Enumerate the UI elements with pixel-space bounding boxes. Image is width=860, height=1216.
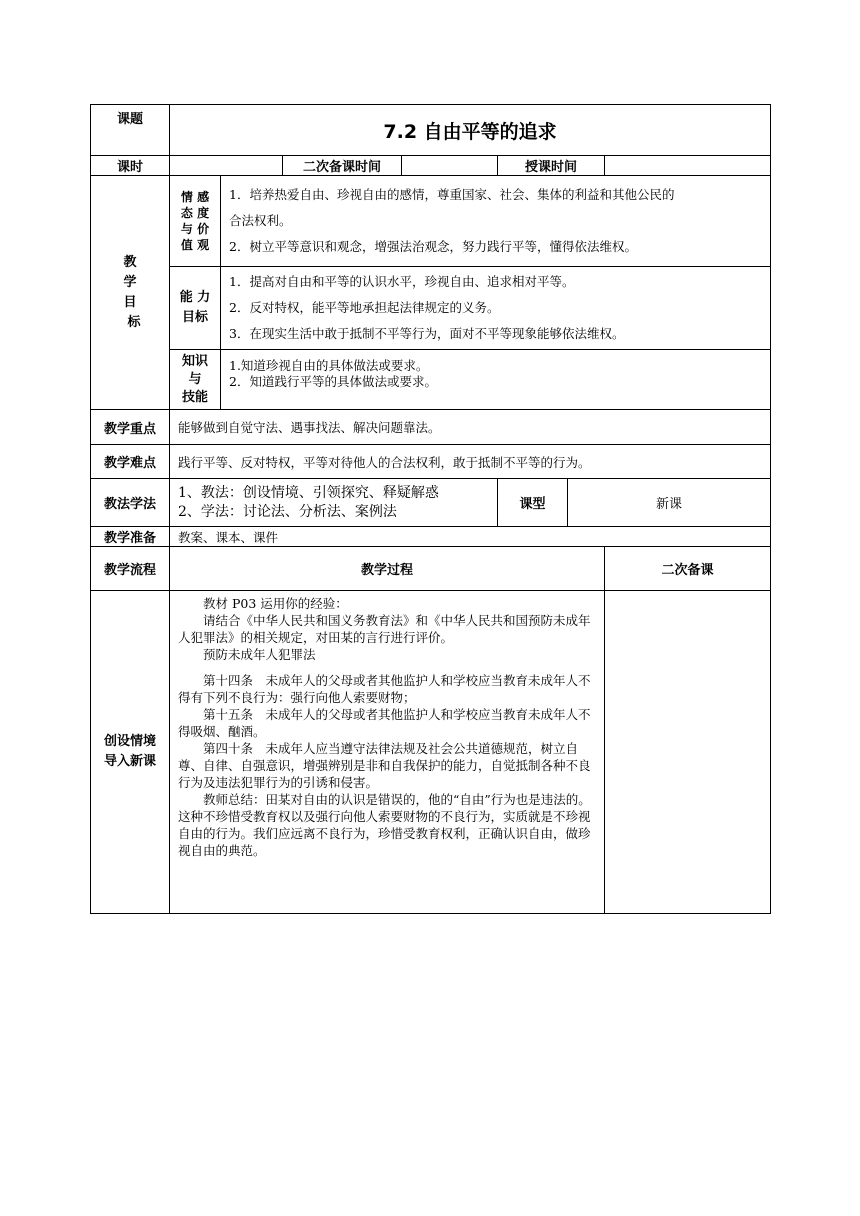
process-body xyxy=(178,595,596,859)
ability-label: 能 力 目标 xyxy=(170,267,221,350)
ability-line: 1．提高对自由和平等的认识水平，珍视自由、追求相对平等。 xyxy=(229,274,575,289)
process-paragraph: 第四十条 未成年人应当遵守法律法规及社会公共道德规范，树立自尊、自律、自强意识，增强辨别是非和自我保护的能力，自觉抵制各种不良行为及违法犯罪行为的引诱和侵害。 xyxy=(178,741,591,790)
process-paragraph: 第十五条 未成年人的父母或者其他监护人和学校应当教育未成年人不得吸烟、酗酒。 xyxy=(178,707,591,739)
ability-line: 3．在现实生活中敢于抵制不平等行为，面对不平等现象能够依法维权。 xyxy=(229,326,625,341)
knowledge-label: 知识 与 技能 xyxy=(170,350,221,410)
knowledge-line: 2．知道践行平等的具体做法或要求。 xyxy=(229,374,437,389)
emotion-label: 情 感 态 度 与 价 值 观 xyxy=(170,176,221,267)
methods-content xyxy=(170,479,498,527)
difficulty-label: 教学难点 xyxy=(91,445,170,479)
process-paragraph: 教材 P03 运用你的经验： xyxy=(203,596,348,611)
second-prep-time-label: 二次备课时间 xyxy=(283,156,402,176)
process-paragraph: 第十四条 未成年人的父母或者其他监护人和学校应当教育未成年人不得有下列不良行为：强行向他人索要财物； xyxy=(178,673,591,705)
objectives-label-char: 标 xyxy=(127,314,141,330)
paragraph-gap xyxy=(178,663,596,672)
stage-label: 创设情境 导入新课 xyxy=(91,591,170,914)
process-label: 教学过程 xyxy=(170,547,605,591)
emotion-line: 2．树立平等意识和观念，增强法治观念，努力践行平等，懂得依法维权。 xyxy=(229,239,637,254)
second-prep-notes xyxy=(605,591,771,914)
process-paragraph: 请结合《中华人民共和国义务教育法》和《中华人民共和国预防未成年人犯罪法》的相关规定，对田某的言行进行评价。 xyxy=(178,613,591,645)
emotion-content xyxy=(221,176,771,267)
process-paragraph: 教师总结：田某对自由的认识是错误的，他的“自由”行为也是违法的。这种不珍惜受教育权以及强行向他人索要财物的不良行为，实质就是不珍视自由的行为。我们应远离不良行为，珍惜受教育权利，正确认识自由，做珍视自由的典范。 xyxy=(178,792,591,858)
lesson-title: 7.2 自由平等的追求 xyxy=(170,105,771,156)
process-paragraph: 预防未成年人犯罪法 xyxy=(203,647,316,662)
objectives-label-char: 教 xyxy=(123,254,137,270)
lesson-type-label: 课型 xyxy=(498,479,568,527)
preparation-text: 教案、课本、课件 xyxy=(170,527,771,547)
ability-line: 2．反对特权，能平等地承担起法律规定的义务。 xyxy=(229,300,500,315)
subject-label: 课题 xyxy=(91,105,170,156)
objectives-label-text xyxy=(91,253,169,333)
methods-line: 1、教法：创设情境、引领探究、释疑解惑 xyxy=(178,484,439,501)
objectives-label xyxy=(91,176,170,410)
methods-line: 2、学法：讨论法、分析法、案例法 xyxy=(178,503,397,520)
emotion-line: 合法权利。 xyxy=(229,213,292,228)
objectives-label-char: 目 xyxy=(123,294,137,310)
knowledge-line: 1.知道珍视自由的具体做法或要求。 xyxy=(229,358,429,373)
period-value xyxy=(170,156,283,176)
teach-time-value xyxy=(605,156,771,176)
process-content xyxy=(170,591,605,914)
lesson-plan xyxy=(90,104,770,914)
emotion-line: 1．培养热爱自由、珍视自由的感情，尊重国家、社会、集体的利益和其他公民的 xyxy=(229,187,675,202)
ability-content xyxy=(221,267,771,350)
period-label: 课时 xyxy=(91,156,170,176)
flow-label: 教学流程 xyxy=(91,547,170,591)
key-point-label: 教学重点 xyxy=(91,410,170,445)
key-point-text: 能够做到自觉守法、遇事找法、解决问题靠法。 xyxy=(170,410,771,445)
difficulty-text: 践行平等、反对特权，平等对待他人的合法权利，敢于抵制不平等的行为。 xyxy=(170,445,771,479)
methods-label: 教法学法 xyxy=(91,479,170,527)
teach-time-label: 授课时间 xyxy=(498,156,605,176)
preparation-label: 教学准备 xyxy=(91,527,170,547)
second-prep-label: 二次备课 xyxy=(605,547,771,591)
objectives-label-char: 学 xyxy=(123,274,137,290)
lesson-type-value: 新课 xyxy=(568,479,771,527)
lesson-plan-table xyxy=(90,104,771,914)
second-prep-time-value xyxy=(402,156,498,176)
knowledge-content xyxy=(221,350,771,410)
